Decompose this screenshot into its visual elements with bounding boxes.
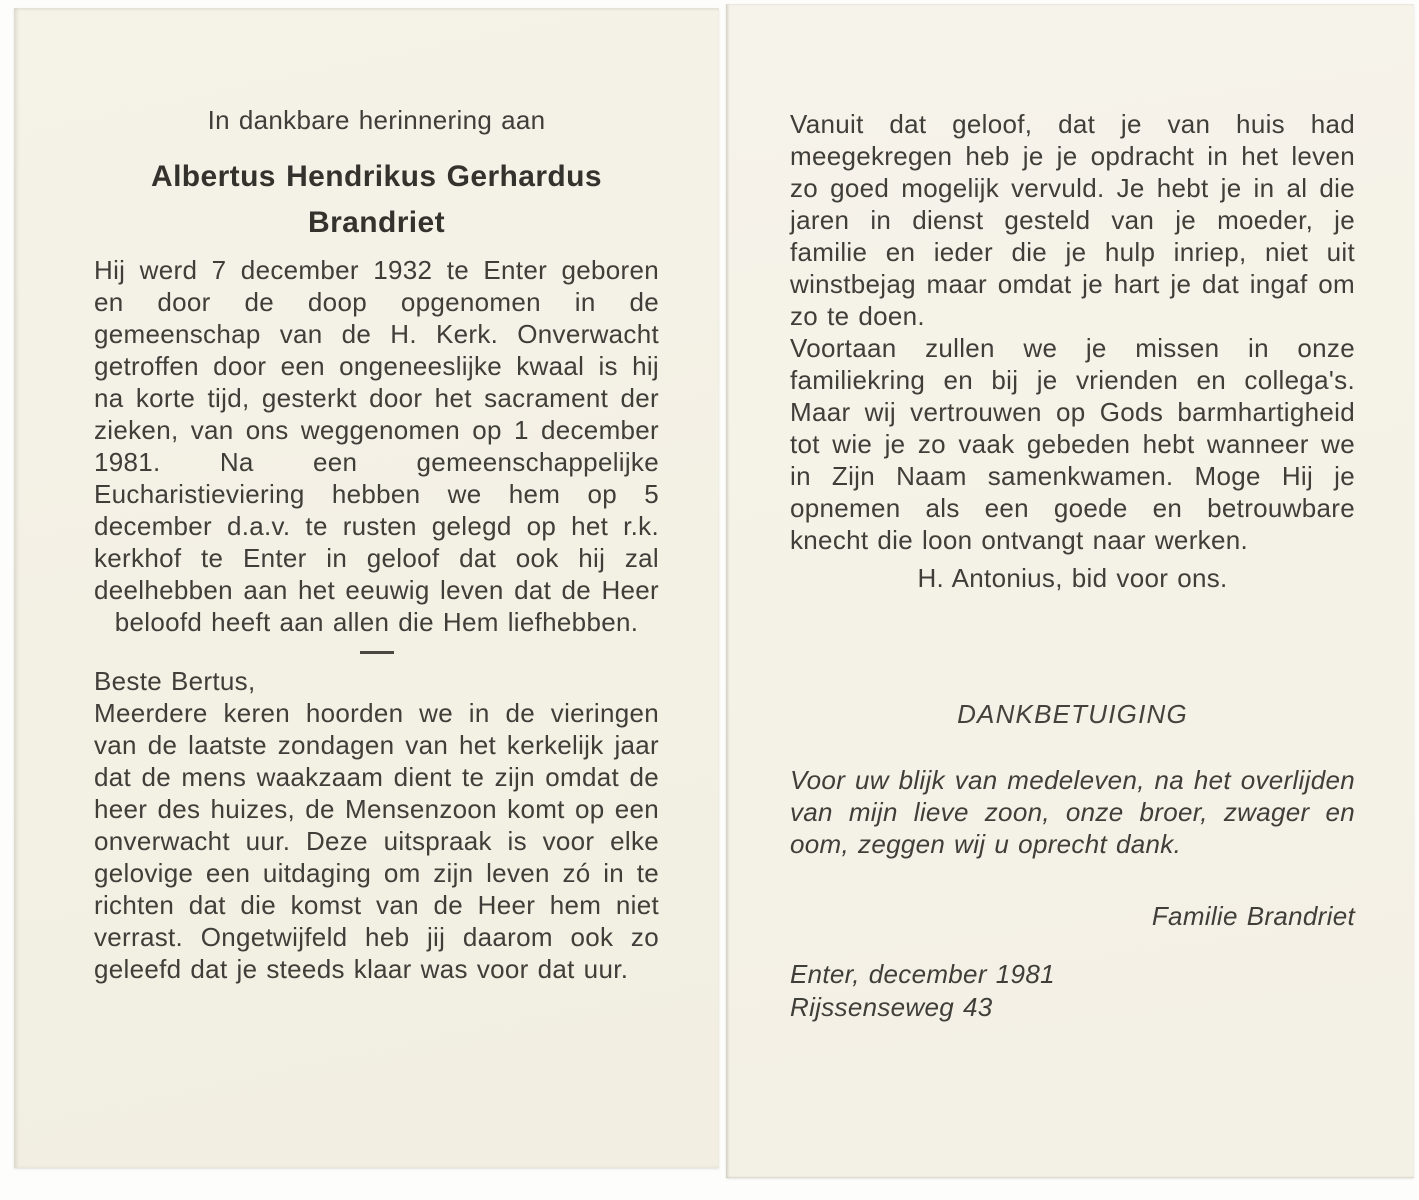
place-date-block xyxy=(790,958,1355,1024)
faith-paragraph: Vanuit dat geloof, dat je van huis had meegekregen heb je je opdracht in het leven zo goed mogelijk vervuld. Je hebt je in al die jaren in dienst gesteld van je moeder, je familie en ieder die je hulp inriep, niet uit winstbejag maar omdat je hart je dat ingaf om zo te doen. xyxy=(790,109,1355,331)
deceased-name xyxy=(94,154,659,246)
memorial-intro-line: In dankbare herinnering aan xyxy=(207,105,546,135)
biography-paragraph: Hij werd 7 december 1932 te Enter geboren en door de doop opgenomen in de gemeenschap van de H. Kerk. Onverwacht getroffen door een ongeneeslijke kwaal is hij na korte tijd, gesterkt door het sacrament der zieken, van ons weggenomen op 1 december 1981. Na een gemeenschappelijke Eucharistieviering hebben we hem op 5 december d.a.v. te rusten gelegd op het r.k. kerkhof te Enter in geloof dat ook hij zal deelhebben aan het eeuwig leven dat de Heer beloofd heeft aan allen die Hem liefhebben. xyxy=(94,255,659,637)
address-line: Rijssenseweg 43 xyxy=(790,992,993,1022)
memorial-paragraph: Meerdere keren hoorden we in de vieringen van de laatste zondagen van het kerkelijk jaar dat de mens waakzaam dient te zijn omdat de heer des huizes, de Mensenzoon komt op een onverwacht uur. Deze uitspraak is voor elke gelovige een uitdaging om zijn leven zó in te richten dat die komst van de Heer hem niet verrast. Ongetwijfeld heb jij daarom ook zo geleefd dat je steeds klaar was voor dat uur. xyxy=(94,698,659,984)
salutation-line: Beste Bertus, xyxy=(94,666,256,696)
memorial-card-right-page xyxy=(726,4,1414,1178)
memorial-card-left-page xyxy=(14,8,719,1168)
deceased-name-line2: Brandriet xyxy=(308,206,445,239)
acknowledgement-paragraph: Voor uw blijk van medeleven, na het overlijden van mijn lieve zoon, onze broer, zwager en oom, zeggen wij u oprecht dank. xyxy=(790,765,1355,859)
deceased-name-line1: Albertus Hendrikus Gerhardus xyxy=(151,160,602,193)
farewell-paragraph: Voortaan zullen we je missen in onze familiekring en bij je vrienden en collega's. Maar wij vertrouwen op Gods barmhartigheid tot wie je zo vaak gebeden hebt wanneer we in Zijn Naam samenkwamen. Moge Hij je opnemen als een goede en betrouwbare knecht die loon ontvangt naar werken. xyxy=(790,333,1355,555)
prayer-invocation-line: H. Antonius, bid voor ons. xyxy=(917,563,1228,593)
acknowledgement-title: DANKBETUIGING xyxy=(957,699,1188,729)
section-divider xyxy=(360,651,394,654)
family-signature: Familie Brandriet xyxy=(1151,901,1355,931)
place-date-line: Enter, december 1981 xyxy=(790,959,1055,989)
